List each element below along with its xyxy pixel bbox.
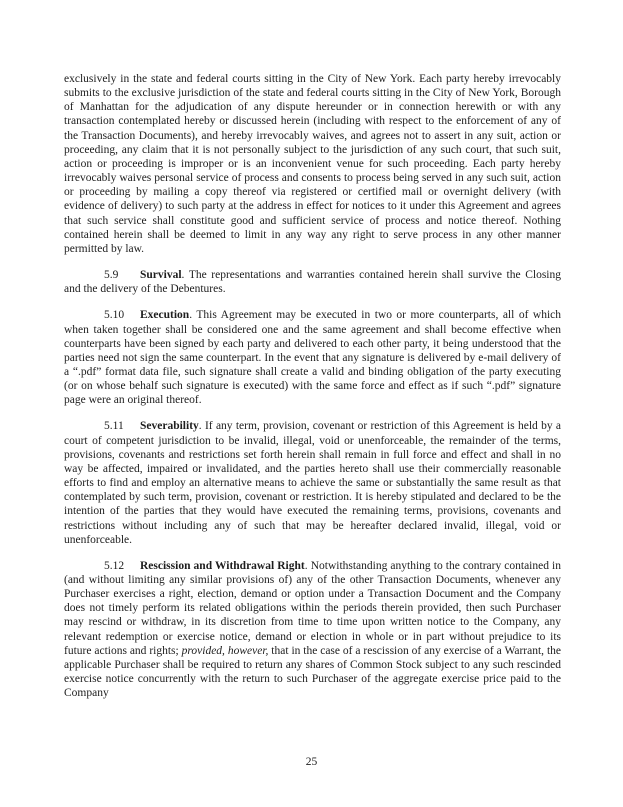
section-5-9-survival <box>64 268 561 296</box>
section-heading: Severability <box>140 420 199 433</box>
section-number: 5.12 <box>104 559 125 572</box>
section-body-italic: provided, however, <box>181 644 269 657</box>
section-body: The representations and warranties contained herein shall survive the Closing and the delivery of the Debentures. <box>64 269 561 296</box>
heading-punct: . <box>189 309 193 322</box>
section-number: 5.10 <box>104 309 125 322</box>
section-body: that in the case of a rescission of any exercise of a Warrant, the applicable Purchaser shall be required to return any shares of Common Stock subject to any such rescinded exercise notice concurrently with the return to such Purchaser of the aggregate exercise price paid to the Company <box>64 644 562 700</box>
paragraph-jurisdiction-continuation: exclusively in the state and federal courts sitting in the City of New York. Each party hereby irrevocably submits to the exclusive jurisdiction of the state and federal courts sitting in the City of New York, Borough of Manhattan for the adjudication of any dispute hereunder or in connection herewith or with any transaction contemplated hereby or discussed herein (including with respect to the enforcement of any of the Transaction Documents), and hereby irrevocably waives, and agrees not to assert in any suit, action or proceeding, any claim that it is not personally subject to the jurisdiction of any such court, that such suit, action or proceeding is improper or is an inconvenient venue for such proceeding. Each party hereby irrevocably waives personal service of process and consents to process being served in any such suit, action or proceeding by mailing a copy thereof via registered or certified mail or overnight delivery (with evidence of delivery) to such party at the address in effect for notices to it under this Agreement and agrees that such service shall constitute good and sufficient service of process and notice thereof. Nothing contained herein shall be deemed to limit in any way any right to serve process in any other manner permitted by law. <box>64 73 561 255</box>
page-number: 25 <box>305 756 318 768</box>
section-body: This Agreement may be executed in two or more counterparts, all of which when taken together shall be considered one and the same agreement and shall become effective when counterparts have been signed by each party and delivered to each other party, it being understood that the parties need not sign the same counterpart. In the event that any signature is delivered by e-mail delivery of a “.pdf” format data file, such signature shall create a valid and binding obligation of the party executing (or on whose behalf such signature is executed) with the same force and effect as if such “.pdf” signature page were an original thereof. <box>64 309 561 407</box>
section-5-12-rescission-and-withdrawal-right <box>64 559 561 701</box>
section-number: 5.11 <box>104 420 124 433</box>
section-heading: Survival <box>140 269 182 282</box>
document-content <box>64 72 561 712</box>
heading-punct: . <box>304 559 308 572</box>
heading-punct: . <box>181 269 185 282</box>
section-heading: Rescission and Withdrawal Right <box>140 559 305 572</box>
section-number: 5.9 <box>104 269 119 282</box>
section-body: If any term, provision, covenant or restriction of this Agreement is held by a court of competent jurisdiction to be invalid, illegal, void or unenforceable, the remainder of the terms, provisions, covenants and restrictions set forth herein shall remain in full force and effect and shall in no way be affected, impaired or invalidated, and the parties hereto shall use their commercially reasonable efforts to find and employ an alternative means to achieve the same or substantially the same result as that contemplated by such term, provision, covenant or restriction. It is hereby stipulated and declared to be the intention of the parties that they would have executed the remaining terms, provisions, covenants and restrictions without including any of such that may be hereafter declared invalid, illegal, void or unenforceable. <box>64 420 561 546</box>
section-heading: Execution <box>140 309 190 322</box>
section-5-10-execution <box>64 308 561 407</box>
section-body: Notwithstanding anything to the contrary contained in (and without limiting any similar provisions of) any of the other Transaction Documents, whenever any Purchaser exercises a right, election, demand or option under a Transaction Document and the Company does not timely perform its related obligations within the periods therein provided, then such Purchaser may rescind or withdraw, in its discretion from time to time upon written notice to the Company, any relevant redemption or exercise notice, demand or election in whole or in part without prejudice to its future actions and rights; <box>64 559 562 657</box>
section-5-11-severability <box>64 419 561 546</box>
heading-punct: . <box>198 420 202 433</box>
